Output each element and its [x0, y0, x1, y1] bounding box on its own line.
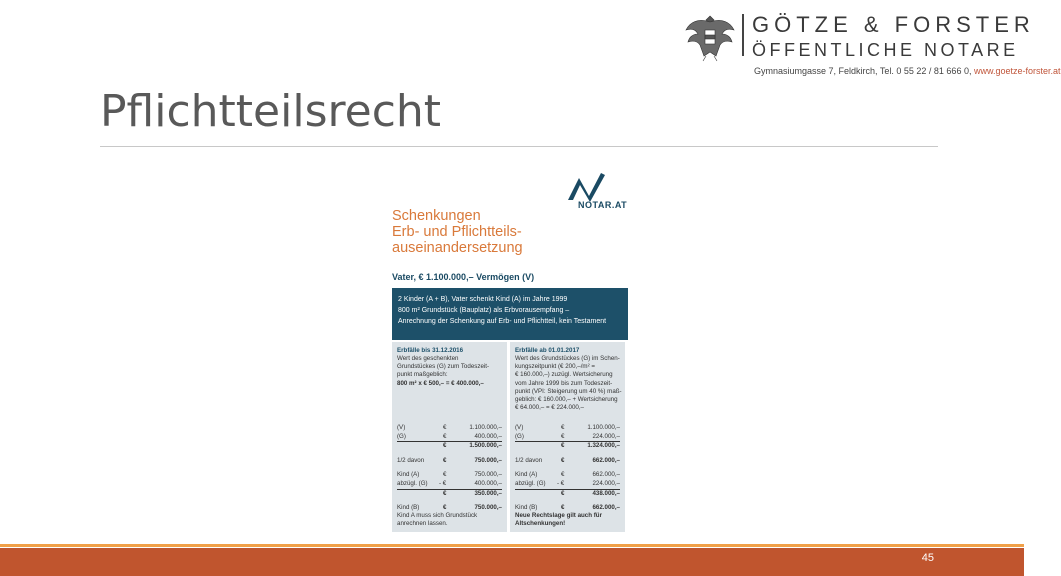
document-title-line: auseinandersetzung — [392, 240, 523, 256]
calc-currency: € — [561, 424, 565, 431]
contact-text: Gymnasiumgasse 7, Feldkirch, Tel. 0 55 22 / 81 666 0, — [754, 66, 974, 76]
column-note — [515, 512, 621, 528]
footer-accent-line — [0, 544, 1024, 547]
document-subtitle: Vater, € 1.100.000,– Vermögen (V) — [392, 272, 535, 282]
calc-row — [515, 489, 620, 499]
calc-label: Kind (A) — [397, 471, 420, 479]
document-title-line: Erb- und Pflichtteils- — [392, 224, 522, 240]
document-title-line: Schenkungen — [392, 208, 481, 224]
column-description — [397, 355, 503, 388]
document-title — [392, 208, 523, 256]
calc-currency: € — [561, 432, 565, 440]
firm-subtitle: ÖFFENTLICHE NOTARE — [752, 40, 1019, 60]
calc-currency: € — [443, 432, 447, 440]
calc-currency: € — [443, 456, 447, 464]
calc-label: (V) — [515, 424, 524, 431]
calc-row — [397, 433, 502, 442]
calc-label: abzügl. (G) — [515, 479, 546, 487]
calc-currency: - € — [439, 479, 447, 487]
calc-amount: 750.000,– — [474, 456, 502, 464]
calc-row — [397, 457, 502, 466]
calc-label: (G) — [397, 432, 406, 440]
scenario-line: Anrechnung der Schenkung auf Erb- und Pflichtteil, kein Testament — [398, 318, 607, 325]
calc-row — [515, 480, 620, 489]
description-line: punkt (VPI: Steigerung um 40 %) maß- — [515, 387, 622, 395]
calc-label: 1/2 davon — [515, 456, 543, 464]
page-number: 45 — [921, 552, 934, 564]
notar-n-icon — [565, 170, 609, 204]
calc-amount: 1.324.000,– — [587, 442, 620, 450]
description-line: € 64.000,– = € 224.000,– — [515, 404, 584, 412]
scenario-box — [392, 288, 628, 340]
calc-label: (G) — [515, 432, 524, 440]
description-line: € 160.000,–) zuzügl. Wertsicherung — [515, 371, 613, 379]
calc-amount: 224.000,– — [592, 479, 620, 487]
calc-currency: € — [443, 471, 447, 479]
firm-name: GÖTZE & FORSTER — [752, 12, 1035, 37]
calc-label: abzügl. (G) — [397, 479, 428, 487]
scenario-line: 800 m² Grundstück (Bauplatz) als Erbvorausempfang – — [398, 307, 570, 314]
firm-contact — [754, 66, 1061, 76]
calc-amount: 400.000,– — [474, 432, 502, 440]
column-description — [515, 355, 621, 412]
calc-row — [515, 433, 620, 442]
calc-amount: 750.000,– — [474, 471, 502, 479]
calc-currency: € — [561, 456, 565, 464]
description-line: geblich: € 160.000,– + Wertsicherung — [515, 396, 618, 404]
note-line: anrechnen lassen. — [397, 520, 448, 528]
description-line: Wert des geschenkten — [397, 355, 459, 362]
calc-amount: 1.500.000,– — [469, 442, 502, 450]
calc-row — [515, 424, 620, 433]
calc-currency: - € — [557, 479, 565, 487]
calc-amount: 224.000,– — [592, 432, 620, 440]
notar-logo-text: NOTAR.AT — [578, 200, 628, 210]
calc-amount: 350.000,– — [474, 489, 502, 497]
note-line: Neue Rechtslage gilt auch für — [515, 512, 602, 519]
calculation-table — [397, 424, 502, 513]
calc-currency: € — [561, 471, 565, 479]
calc-currency: € — [561, 504, 565, 512]
schenkungen-document — [392, 208, 628, 532]
calc-label: Kind (B) — [397, 504, 420, 512]
calc-label: (V) — [397, 424, 406, 431]
calc-amount: 1.100.000,– — [469, 424, 502, 431]
calc-row — [515, 457, 620, 466]
calc-currency: € — [561, 489, 565, 497]
website-link[interactable]: www.goetze-forster.at — [973, 66, 1061, 76]
slide-title: Pflichtteilsrecht — [100, 86, 442, 137]
brand-divider — [742, 14, 744, 56]
calc-row — [397, 441, 502, 451]
calc-row — [515, 441, 620, 451]
calc-amount: 1.100.000,– — [587, 424, 620, 431]
note-line: Kind A muss sich Grundstück — [397, 512, 478, 519]
title-divider — [100, 146, 938, 147]
calc-currency: € — [443, 504, 447, 512]
calc-label: Kind (B) — [515, 504, 538, 512]
calc-amount: 438.000,– — [592, 489, 620, 497]
calc-currency: € — [561, 442, 565, 450]
note-line: Altschenkungen! — [515, 520, 566, 528]
description-line: 800 m² x € 500,– = € 400.000,– — [397, 379, 484, 387]
column-heading: Erbfälle bis 31.12.2016 — [397, 347, 464, 354]
description-line: Wert des Grundstückes (G) im Schen- — [515, 355, 620, 362]
calc-row — [397, 424, 502, 433]
calc-currency: € — [443, 489, 447, 497]
calc-label: Kind (A) — [515, 471, 538, 479]
column-heading: Erbfälle ab 01.01.2017 — [515, 347, 580, 354]
description-line: kungszeitpunkt (€ 200,–/m² = — [515, 363, 595, 371]
column-until-2016 — [392, 342, 507, 532]
calc-amount: 662.000,– — [592, 504, 620, 512]
description-line: Grundstückes (G) zum Todeszeit- — [397, 363, 490, 371]
column-note — [397, 512, 503, 528]
calc-amount: 662.000,– — [592, 471, 620, 479]
calc-row — [515, 471, 620, 480]
footer-bar — [0, 548, 1024, 576]
calc-amount: 400.000,– — [474, 479, 502, 487]
calc-label: 1/2 davon — [397, 456, 425, 464]
calc-currency: € — [443, 442, 447, 450]
calc-row — [397, 471, 502, 480]
scenario-line: 2 Kinder (A + B), Vater schenkt Kind (A) im Jahre 1999 — [398, 296, 568, 303]
calc-amount: 750.000,– — [474, 504, 502, 512]
calc-amount: 662.000,– — [592, 456, 620, 464]
calculation-table — [515, 424, 620, 513]
calc-currency: € — [443, 424, 447, 431]
column-from-2017 — [510, 342, 625, 532]
coat-of-arms-icon — [684, 12, 736, 62]
calc-row — [397, 489, 502, 499]
description-line: vom Jahre 1999 bis zum Todeszeit- — [515, 379, 613, 387]
description-line: punkt maßgeblich: — [397, 371, 448, 379]
calc-row — [397, 480, 502, 489]
